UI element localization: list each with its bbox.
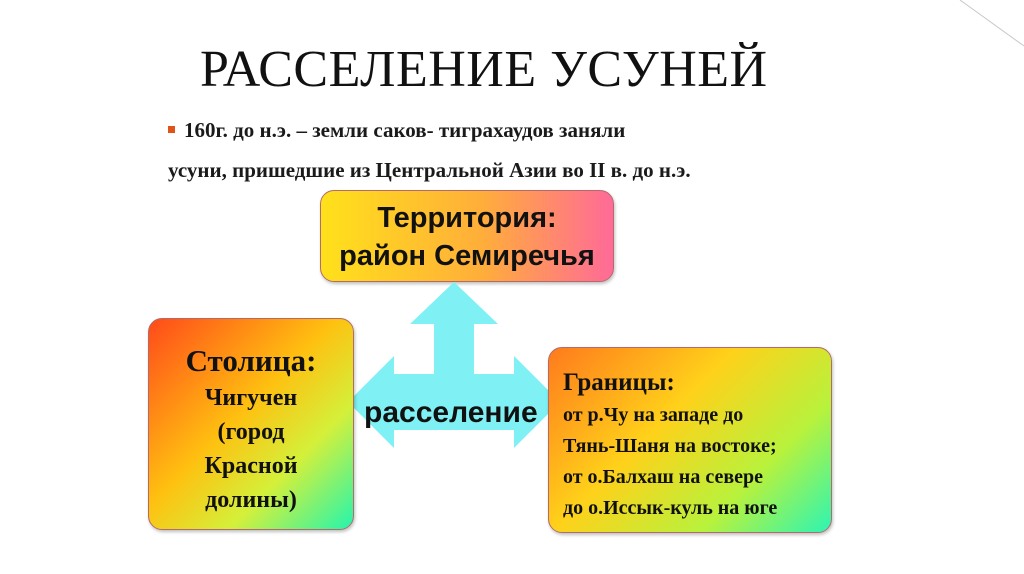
- lead-line-1: 160г. до н.э. – земли саков- тиграхаудов заняли: [184, 118, 626, 142]
- territory-heading: Территория:: [377, 202, 557, 234]
- borders-line: от о.Балхаш на севере: [563, 466, 763, 488]
- borders-line: до о.Иссык-куль на юге: [563, 497, 778, 519]
- territory-text: район Семиречья: [339, 240, 595, 272]
- borders-box: [548, 347, 832, 533]
- slide-title: РАССЕЛЕНИЕ УСУНЕЙ: [200, 41, 768, 98]
- capital-line: Красной: [204, 453, 298, 479]
- capital-line: (город: [217, 419, 285, 445]
- lead-line-2: усуни, пришедшие из Центральной Азии во II в. до н.э.: [168, 158, 691, 182]
- three-way-arrow: [348, 282, 560, 472]
- capital-line: долины): [205, 487, 297, 513]
- capital-box: [148, 318, 354, 530]
- borders-heading: Границы:: [563, 369, 675, 396]
- capital-heading: Столица:: [185, 343, 317, 378]
- territory-box: [320, 190, 614, 282]
- borders-line: Тянь-Шаня на востоке;: [563, 435, 777, 457]
- lead-text: [168, 110, 868, 190]
- borders-line: от р.Чу на западе до: [563, 404, 744, 426]
- capital-line: Чигучен: [204, 385, 298, 411]
- center-label: расселение: [364, 396, 538, 429]
- bullet-icon: [168, 126, 175, 133]
